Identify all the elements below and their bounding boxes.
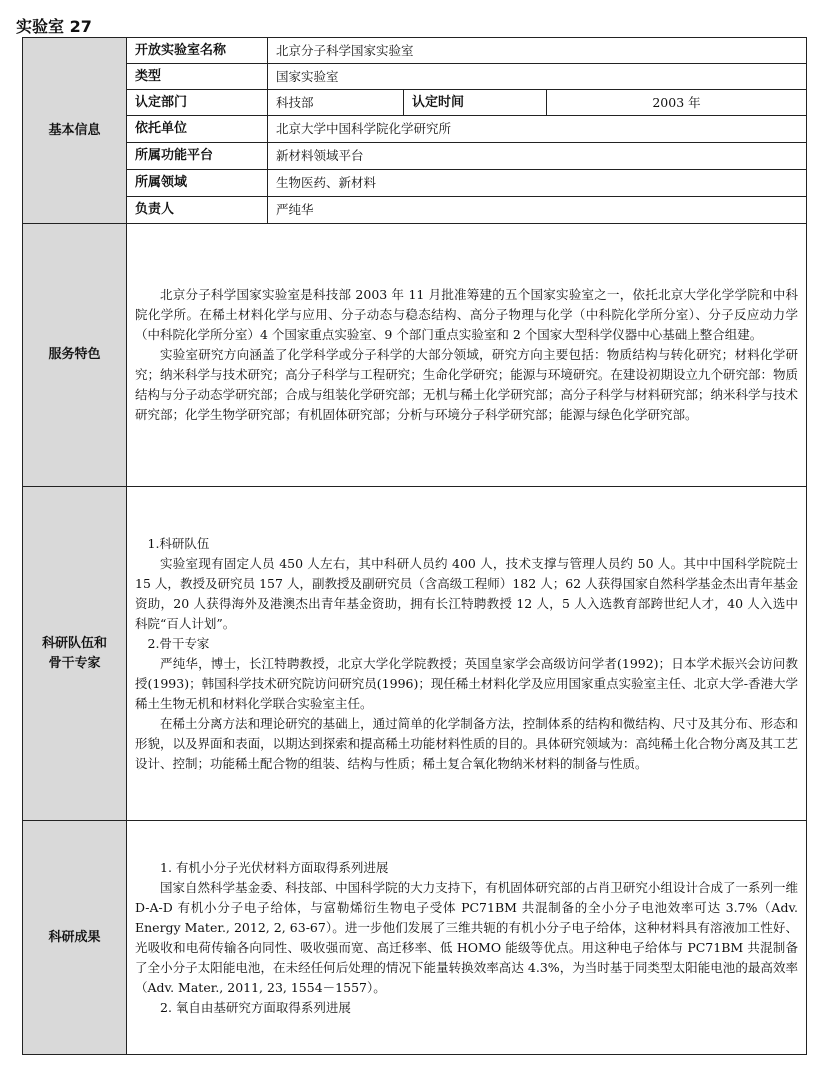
field-value: 生物医药、新材料 (268, 170, 807, 197)
row-field (23, 170, 807, 197)
team-label (23, 487, 127, 821)
service-label: 服务特色 (23, 224, 127, 487)
results-subheading: 1. 有机小分子光伏材料方面取得系列进展 (160, 859, 389, 875)
unit-label: 依托单位 (127, 116, 268, 143)
service-content (127, 224, 807, 487)
row-platform (23, 143, 807, 170)
row-results (23, 821, 807, 1055)
team-content (127, 487, 807, 821)
results-subheading: 2. 氧自由基研究方面取得系列进展 (160, 999, 351, 1015)
service-paragraph: 北京分子科学国家实验室是科技部 2003 年 11 月批准筹建的五个国家实验室之一，依托北京大学化学学院和中科院化学所。在稀土材料化学与应用、分子动态与稳态结构、高分子物理与化学（中科院化学所分室）、分子反应动力学（中科院化学所分室）4 个国家重点实验室、9 个部门重点实验室和 2 个国家大型科学仪器中心基础上整合组建。 (135, 287, 799, 342)
row-team (23, 487, 807, 821)
platform-value: 新材料领域平台 (268, 143, 807, 170)
dept-value: 科技部 (268, 90, 404, 116)
team-paragraph: 严纯华，博士，长江特聘教授，北京大学化学院教授；英国皇家学会高级访问学者(1992)；日本学术振兴会访问教授(1993)；韩国科学技术研究院访问研究员(1996)；现任稀土材料化学及应用国家重点实验室主任、北京大学-香港大学稀土生物无机和材料化学联合实验室主任。 (135, 655, 799, 711)
row-head (23, 197, 807, 224)
team-subheading: 1.科研队伍 (147, 535, 210, 551)
results-content (127, 821, 807, 1055)
row-unit (23, 116, 807, 143)
field-label: 所属领域 (127, 170, 268, 197)
row-service (23, 224, 807, 487)
row-dept (23, 90, 807, 116)
lab-info-table (22, 37, 807, 1055)
type-label: 类型 (127, 64, 268, 90)
team-paragraph: 在稀土分离方法和理论研究的基础上，通过简单的化学制备方法，控制体系的结构和微结构、尺寸及其分布、形态和形貌，以及界面和表面，以期达到探索和提高稀土功能材料性质的目的。具体研究领域为：高纯稀土化合物分离及其工艺设计、控制；功能稀土配合物的组装、结构与性质；稀土复合氧化物纳米材料的制备与性质。 (135, 715, 799, 771)
team-label-line1: 科研队伍和 (41, 635, 107, 651)
time-label: 认定时间 (404, 90, 547, 116)
unit-value: 北京大学中国科学院化学研究所 (268, 116, 807, 143)
head-label: 负责人 (127, 197, 268, 224)
time-value: 2003 年 (547, 90, 807, 116)
type-value: 国家实验室 (268, 64, 807, 90)
dept-label: 认定部门 (127, 90, 268, 116)
page-title: 实验室 27 (16, 17, 92, 36)
team-subheading: 2.骨干专家 (147, 635, 210, 651)
results-label: 科研成果 (23, 821, 127, 1055)
head-value: 严纯华 (268, 197, 807, 224)
row-type (23, 64, 807, 90)
team-paragraph: 实验室现有固定人员 450 人左右，其中科研人员约 400 人，技术支撑与管理人员约 50 人。其中中国科学院院士 15 人，教授及研究员 157 人，副教授及副研究员（含高级工程师）182 人；62 人获得国家自然科学基金杰出青年基金资助，20 人获得海外及港澳杰出青年基金资助，拥有长江特聘教授 12 人，5 人入选教育部跨世纪人才，40 人入选中科院“百人计划”。 (135, 555, 799, 631)
name-value: 北京分子科学国家实验室 (268, 38, 807, 64)
results-paragraph: 国家自然科学基金委、科技部、中国科学院的大力支持下，有机固体研究部的占肖卫研究小组设计合成了一系列一维 D-A-D 有机小分子电子给体，与富勒烯衍生物电子受体 PC71BM 共混制备的全小分子电池效率可达 3.7%（Adv. Energy Mater., 2012, 2, 63-67）。进一步他们发展了三维共轭的有机小分子电子给体，这种材料具有溶液加工性好、光吸收和电荷传输各向同性、吸收强而宽、高迁移率、低 HOMO 能级等优点。用这种电子给体与 PC71BM 共混制备了全小分子太阳能电池，在未经任何后处理的情况下能量转换效率高达 4.3%，为当时基于同类型太阳能电池的最高效率（Adv. Mater., 2011, 23, 1554－1557）。 (135, 879, 799, 995)
basic-info-label: 基本信息 (23, 38, 127, 224)
service-paragraph: 实验室研究方向涵盖了化学科学或分子科学的大部分领域，研究方向主要包括：物质结构与转化研究；材料化学研究；纳米科学与技术研究；高分子科学与工程研究；生命化学研究；能源与环境研究。在建设初期设立九个研究部：物质结构与分子动态学研究部；合成与组装化学研究部；无机与稀土化学研究部；高分子科学与材料研究部；纳米科学与技术研究部；化学生物学研究部；有机固体研究部；分析与环境分子科学研究部；能源与绿色化学研究部。 (135, 347, 799, 422)
platform-label: 所属功能平台 (127, 143, 268, 170)
name-label: 开放实验室名称 (127, 38, 268, 64)
team-label-line2: 骨干专家 (48, 655, 101, 671)
row-name (23, 38, 807, 64)
